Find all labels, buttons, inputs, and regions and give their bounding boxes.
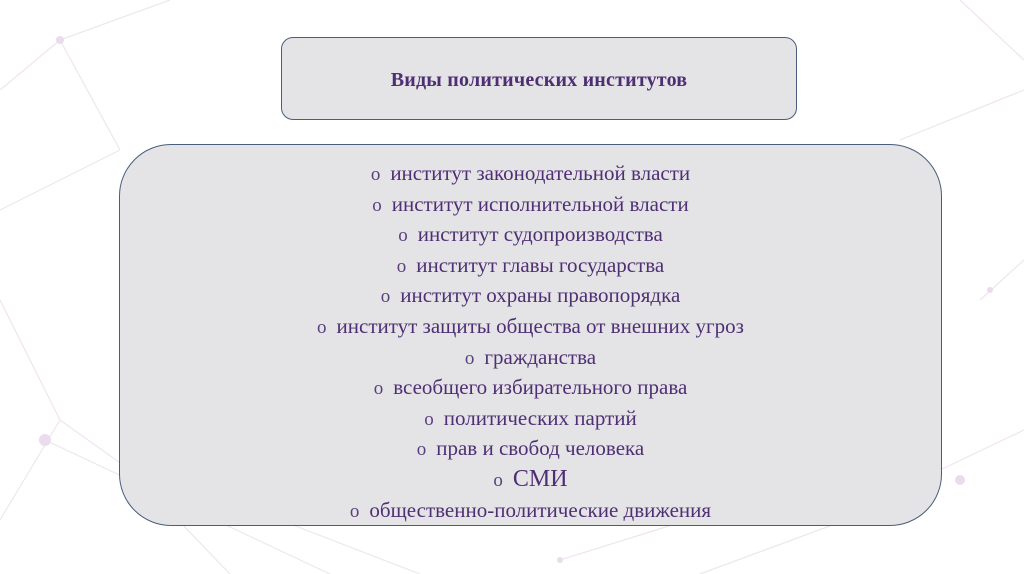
- bullet-circle-icon: o: [416, 439, 427, 461]
- institutions-list-box: [119, 144, 942, 526]
- list-item-label: институт законодательной власти: [390, 161, 691, 185]
- list-item: [120, 311, 941, 342]
- list-item: [120, 250, 941, 281]
- list-item-label: институт исполнительной власти: [391, 191, 689, 216]
- slide-title: Виды политических институтов: [390, 69, 688, 91]
- list-item-label: институт судопроизводства: [417, 222, 663, 247]
- bullet-circle-icon: o: [372, 194, 382, 216]
- bullet-circle-icon: o: [493, 469, 503, 491]
- institutions-list: [120, 158, 941, 525]
- list-item: [120, 280, 941, 311]
- list-item-label: институт охраны правопорядка: [400, 283, 681, 308]
- list-item-label: прав и свобод человека: [436, 436, 645, 461]
- bullet-circle-icon: o: [464, 347, 475, 369]
- title-box: [281, 37, 797, 120]
- bullet-circle-icon: o: [398, 225, 408, 247]
- list-item: [120, 403, 941, 434]
- list-item: [120, 342, 941, 373]
- list-item-label: СМИ: [512, 465, 568, 492]
- list-item: [120, 189, 941, 220]
- list-item-label: институт защиты общества от внешних угроз: [336, 313, 744, 338]
- bullet-circle-icon: o: [349, 500, 360, 522]
- list-item: [120, 219, 941, 250]
- list-item: [120, 433, 941, 464]
- bullet-circle-icon: o: [373, 378, 384, 400]
- bullet-circle-icon: o: [370, 164, 381, 185]
- list-item-label: политических партий: [443, 405, 637, 430]
- list-item-label: гражданства: [484, 344, 597, 369]
- list-item-label: всеобщего избирательного права: [393, 375, 688, 400]
- bullet-circle-icon: o: [380, 286, 391, 308]
- list-item-label: институт главы государства: [416, 252, 665, 277]
- list-item: [120, 495, 941, 526]
- bullet-circle-icon: o: [396, 255, 407, 277]
- bullet-circle-icon: o: [424, 408, 434, 430]
- bullet-circle-icon: o: [317, 316, 327, 338]
- list-item: [120, 372, 941, 403]
- list-item: [120, 158, 941, 189]
- list-item: [120, 464, 941, 495]
- list-item-label: общественно-политические движения: [369, 497, 712, 522]
